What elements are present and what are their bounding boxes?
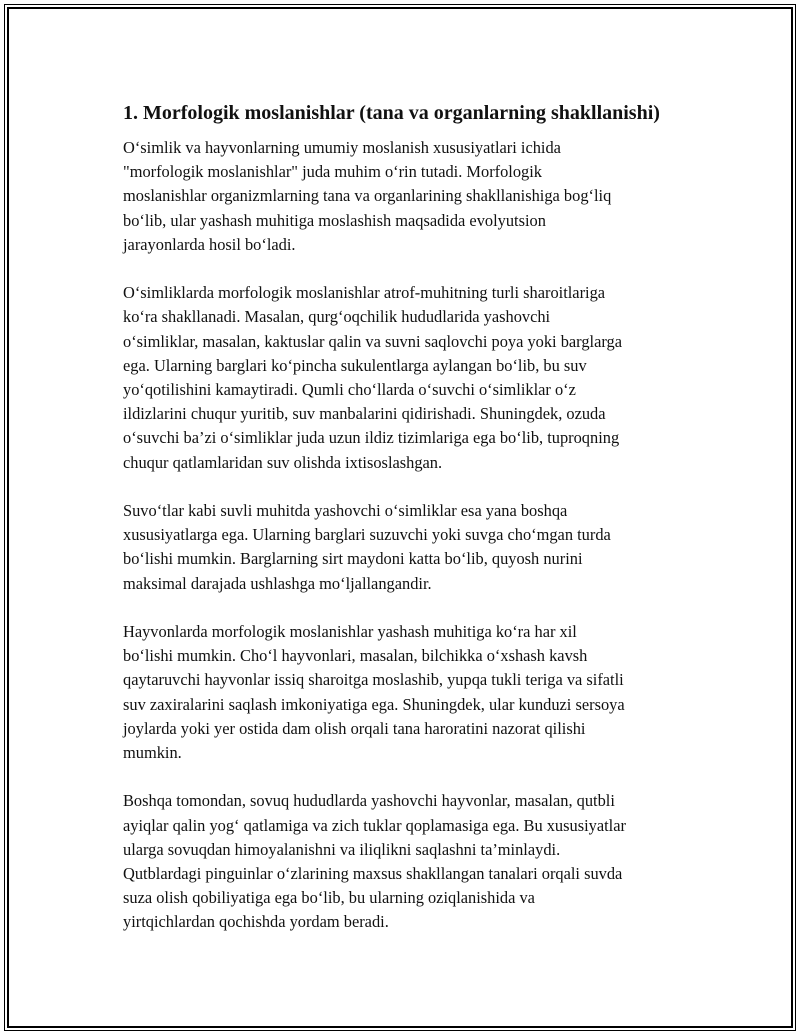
paragraph-plants-water: Suvo‘tlar kabi suvli muhitda yashovchi o‘simliklar esa yana boshqa xususiyatlarga ega. Ularning barglari suzuvchi yoki suvga cho‘mgan turda bo‘lishi mumkin. Barglarning sirt maydoni katta bo‘lib, quyosh nurini maksimal darajada ushlashga mo‘ljallangandir. [123,501,611,593]
paragraph-intro: O‘simlik va hayvonlarning umumiy moslanish xususiyatlari ichida "morfologik moslanishlar" juda muhim o‘rin tutadi. Morfologik moslanishlar organizmlarning tana va organlarining shakllanishiga bog‘liq bo‘lib, ular yashash muhitiga moslashish maqsadida evolyutsion jarayonlarda hosil bo‘ladi. [123,138,612,254]
paragraph-plants-dry: O‘simliklarda morfologik moslanishlar atrof-muhitning turli sharoitlariga ko‘ra shakllanadi. Masalan, qurg‘oqchilik hududlarida yashovchi o‘simliklar, masalan, kaktuslar qalin va suvni saqlovchi poya yoki barglarga ega. Ularning barglari ko‘pincha sukulentlarga aylangan bo‘lib, bu suv yo‘qotilishini kamaytiradi. Qumli cho‘llarda o‘suvchi o‘simliklar o‘z ildizlarini chuqur yuritib, suv manbalarini qidirishadi. Shuningdek, ozuda o‘suvchi ba’zi o‘simliklar juda uzun ildiz tizimlariga ega bo‘lib, tuproqning chuqur qatlamlaridan suv olishda ixtisoslashgan. [123,283,622,472]
paragraph-animals-desert: Hayvonlarda morfologik moslanishlar yashash muhitiga ko‘ra har xil bo‘lishi mumkin. Cho‘l hayvonlari, masalan, bilchikka o‘xshash kavsh qaytaruvchi hayvonlar issiq sharoitga moslashib, yupqa tukli teriga va sifatli suv zaxiralarini saqlash imkoniyatiga ega. Shuningdek, ular kunduzi sersoya joylarda yoki yer ostida dam olish orqali tana haroratini nazorat qilishi mumkin. [123,622,625,763]
paragraph-animals-cold: Boshqa tomondan, sovuq hududlarda yashovchi hayvonlar, masalan, qutbli ayiqlar qalin yog‘ qatlamiga va zich tuklar qoplamasiga ega. Bu xususiyatlar ularga sovuqdan himoyalanishni va iliqlikni saqlashni ta’minlaydi. Qutblardagi pinguinlar o‘zlarining maxsus shakllangan tanalari orqali suvda suza olish qobiliyatiga ega bo‘lib, bu ularning oziqlanishida va yirtqichlardan qochishda yordam beradi. [123,791,626,932]
document-body [123,100,693,959]
section-heading: 1. Morfologik moslanishlar (tana va organlarning shakllanishi) [123,102,660,124]
page-frame [4,4,796,1031]
